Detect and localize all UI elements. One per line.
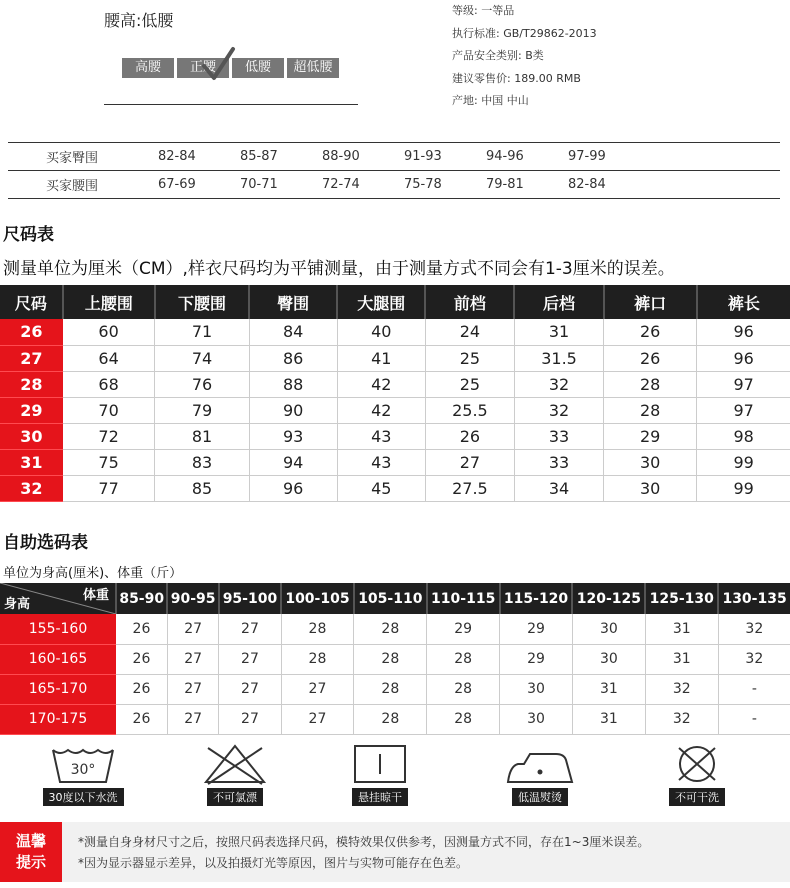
measure-cell: 40 xyxy=(337,319,425,345)
size-row xyxy=(0,345,790,371)
no-dry-clean-icon xyxy=(662,742,732,786)
buyer-measurements xyxy=(8,142,780,199)
measure-cell: 24 xyxy=(425,319,514,345)
size-suggest-cell: 32 xyxy=(645,704,718,734)
weight-header: 90-95 xyxy=(167,583,218,614)
measure-cell: 98 xyxy=(697,423,790,449)
size-suggest-cell: 30 xyxy=(500,674,573,704)
size-suggest-cell: 27 xyxy=(167,674,218,704)
hang-dry-icon xyxy=(345,742,415,786)
measure-cell: 96 xyxy=(249,475,337,501)
self-help-row xyxy=(0,704,790,734)
size-suggest-cell: 30 xyxy=(572,644,645,674)
measure-cell: 43 xyxy=(337,449,425,475)
size-suggest-cell: 28 xyxy=(427,644,500,674)
care-wash xyxy=(28,742,138,806)
weight-header: 105-110 xyxy=(354,583,427,614)
measure-cell: 83 xyxy=(155,449,249,475)
size-row xyxy=(0,397,790,423)
measure-cell: 25.5 xyxy=(425,397,514,423)
spec-safety-class: 产品安全类别: B类 xyxy=(452,49,544,62)
weight-header: 85-90 xyxy=(116,583,167,614)
header-hip: 臀围 xyxy=(249,285,337,319)
size-chart-title: 尺码表 xyxy=(3,225,54,245)
care-bleach xyxy=(190,742,280,806)
header-back-rise: 后档 xyxy=(514,285,603,319)
buyer-cell: 85-87 xyxy=(240,149,278,164)
size-cell: 30 xyxy=(0,423,63,449)
measure-cell: 60 xyxy=(63,319,155,345)
measure-cell: 41 xyxy=(337,345,425,371)
size-suggest-cell: 29 xyxy=(500,614,573,644)
size-suggest-cell: 31 xyxy=(645,614,718,644)
measure-cell: 71 xyxy=(155,319,249,345)
care-label: 不可干洗 xyxy=(669,788,725,806)
measure-cell: 43 xyxy=(337,423,425,449)
measure-cell: 75 xyxy=(63,449,155,475)
measure-cell: 32 xyxy=(514,397,603,423)
size-suggest-cell: 32 xyxy=(645,674,718,704)
buyer-cell: 94-96 xyxy=(486,149,524,164)
buyer-cell: 72-74 xyxy=(322,177,360,192)
measure-cell: 74 xyxy=(155,345,249,371)
size-suggest-cell: 30 xyxy=(500,704,573,734)
measure-cell: 26 xyxy=(425,423,514,449)
height-cell: 170-175 xyxy=(0,704,116,734)
measure-cell: 27.5 xyxy=(425,475,514,501)
buyer-cell: 82-84 xyxy=(568,177,606,192)
size-row xyxy=(0,449,790,475)
size-suggest-cell: 31 xyxy=(645,644,718,674)
size-suggest-cell: 31 xyxy=(572,674,645,704)
measure-cell: 32 xyxy=(514,371,603,397)
header-front-rise: 前档 xyxy=(425,285,514,319)
measure-cell: 90 xyxy=(249,397,337,423)
care-label: 悬挂晾干 xyxy=(352,788,408,806)
corner-height-label: 身高 xyxy=(4,597,31,612)
care-label: 30度以下水洗 xyxy=(43,788,124,806)
measure-cell: 27 xyxy=(425,449,514,475)
weight-header: 110-115 xyxy=(427,583,500,614)
header-thigh: 大腿围 xyxy=(337,285,425,319)
measure-cell: 68 xyxy=(63,371,155,397)
size-suggest-cell: 30 xyxy=(572,614,645,644)
size-row xyxy=(0,475,790,501)
size-suggest-cell: 28 xyxy=(354,644,427,674)
buyer-cell: 82-84 xyxy=(158,149,196,164)
tip-line: *测量自身身材尺寸之后，按照尺码表选择尺码，模特效果仅供参考，因测量方式不同，存在1~3厘米误差。 xyxy=(78,835,650,849)
measure-cell: 99 xyxy=(697,475,790,501)
size-suggest-cell: 27 xyxy=(281,674,354,704)
tip-badge-line: 温馨 xyxy=(15,832,46,850)
measure-cell: 96 xyxy=(697,319,790,345)
header-leg-opening: 裤口 xyxy=(604,285,697,319)
size-suggest-cell: 32 xyxy=(718,644,790,674)
size-suggest-cell: 27 xyxy=(167,614,218,644)
header-upper-waist: 上腰围 xyxy=(63,285,155,319)
size-cell: 26 xyxy=(0,319,63,345)
divider xyxy=(8,198,780,199)
size-suggest-cell: 28 xyxy=(354,674,427,704)
size-suggest-cell: 26 xyxy=(116,644,167,674)
size-cell: 27 xyxy=(0,345,63,371)
measure-cell: 28 xyxy=(604,371,697,397)
warm-tip xyxy=(0,822,790,882)
size-table xyxy=(0,285,790,502)
self-help-title: 自助选码表 xyxy=(3,533,88,553)
weight-header: 100-105 xyxy=(281,583,354,614)
measure-cell: 84 xyxy=(249,319,337,345)
size-suggest-cell: 27 xyxy=(219,614,281,644)
low-iron-icon xyxy=(500,742,580,786)
weight-header: 125-130 xyxy=(645,583,718,614)
measure-cell: 88 xyxy=(249,371,337,397)
care-instructions xyxy=(0,742,790,812)
measure-cell: 31.5 xyxy=(514,345,603,371)
measure-cell: 72 xyxy=(63,423,155,449)
checkmark-icon xyxy=(200,46,236,82)
measure-cell: 28 xyxy=(604,397,697,423)
size-table-header xyxy=(0,285,790,319)
height-cell: 165-170 xyxy=(0,674,116,704)
buyer-cell: 75-78 xyxy=(404,177,442,192)
self-help-table xyxy=(0,583,790,735)
size-suggest-cell: 27 xyxy=(219,704,281,734)
weight-header: 115-120 xyxy=(500,583,573,614)
size-suggest-cell: 28 xyxy=(354,614,427,644)
header-length: 裤长 xyxy=(697,285,790,319)
spec-price: 建议零售价: 189.00 RMB xyxy=(452,71,581,85)
size-suggest-cell: - xyxy=(718,674,790,704)
wash-temp-label: 30° xyxy=(70,762,96,778)
measure-cell: 77 xyxy=(63,475,155,501)
measure-cell: 96 xyxy=(697,345,790,371)
weight-header: 120-125 xyxy=(572,583,645,614)
size-suggest-cell: 27 xyxy=(167,644,218,674)
measure-cell: 85 xyxy=(155,475,249,501)
buyer-cell: 97-99 xyxy=(568,149,606,164)
buyer-cell: 70-71 xyxy=(240,177,278,192)
size-cell: 28 xyxy=(0,371,63,397)
size-suggest-cell: 26 xyxy=(116,614,167,644)
care-iron xyxy=(490,742,590,806)
measure-cell: 99 xyxy=(697,449,790,475)
size-cell: 31 xyxy=(0,449,63,475)
measure-cell: 33 xyxy=(514,423,603,449)
size-suggest-cell: 28 xyxy=(427,704,500,734)
wash-30-icon xyxy=(48,742,118,786)
size-suggest-cell: 27 xyxy=(219,674,281,704)
self-help-row xyxy=(0,674,790,704)
waist-option-ultra-low: 超低腰 xyxy=(287,58,339,78)
measure-cell: 86 xyxy=(249,345,337,371)
size-chart-note: 测量单位为厘米（CM）,样衣尺码均为平铺测量，由于测量方式不同会有1-3厘米的误差。 xyxy=(3,259,675,279)
size-suggest-cell: 31 xyxy=(572,704,645,734)
measure-cell: 97 xyxy=(697,397,790,423)
size-suggest-cell: 27 xyxy=(219,644,281,674)
measure-cell: 26 xyxy=(604,319,697,345)
measure-cell: 97 xyxy=(697,371,790,397)
size-suggest-cell: 27 xyxy=(167,704,218,734)
buyer-cell: 91-93 xyxy=(404,149,442,164)
size-suggest-cell: 28 xyxy=(427,674,500,704)
measure-cell: 42 xyxy=(337,371,425,397)
measure-cell: 70 xyxy=(63,397,155,423)
waist-option-low: 低腰 xyxy=(232,58,284,78)
measure-cell: 93 xyxy=(249,423,337,449)
buyer-row-label: 买家臀围 xyxy=(46,151,99,166)
corner-weight-label: 体重 xyxy=(82,588,109,603)
tip-line: *因为显示器显示差异，以及拍摄灯光等原因，图片与实物可能存在色差。 xyxy=(78,856,469,870)
size-suggest-cell: 28 xyxy=(281,614,354,644)
care-label: 不可氯漂 xyxy=(207,788,263,806)
size-suggest-cell: 29 xyxy=(427,614,500,644)
self-help-row xyxy=(0,614,790,644)
measure-cell: 81 xyxy=(155,423,249,449)
buyer-waist-row xyxy=(8,171,780,198)
waist-option-high: 高腰 xyxy=(122,58,174,78)
weight-header: 130-135 xyxy=(718,583,790,614)
spec-grade: 等级: 一等品 xyxy=(452,4,515,17)
corner-cell xyxy=(0,583,116,614)
size-row xyxy=(0,423,790,449)
weight-header: 95-100 xyxy=(219,583,281,614)
size-suggest-cell: 26 xyxy=(116,674,167,704)
measure-cell: 79 xyxy=(155,397,249,423)
measure-cell: 26 xyxy=(604,345,697,371)
size-row xyxy=(0,319,790,345)
header-lower-waist: 下腰围 xyxy=(155,285,249,319)
spec-origin: 产地: 中国 中山 xyxy=(452,94,529,107)
care-label: 低温熨烫 xyxy=(512,788,568,806)
spec-standard: 执行标准: GB/T29862-2013 xyxy=(452,26,597,40)
size-suggest-cell: 29 xyxy=(500,644,573,674)
height-cell: 160-165 xyxy=(0,644,116,674)
measure-cell: 25 xyxy=(425,345,514,371)
height-cell: 155-160 xyxy=(0,614,116,644)
divider xyxy=(104,104,358,105)
buyer-cell: 67-69 xyxy=(158,177,196,192)
buyer-row-label: 买家腰围 xyxy=(46,179,99,194)
size-suggest-cell: 28 xyxy=(354,704,427,734)
size-suggest-cell: 27 xyxy=(281,704,354,734)
size-cell: 32 xyxy=(0,475,63,501)
measure-cell: 30 xyxy=(604,449,697,475)
header-size: 尺码 xyxy=(0,285,63,319)
measure-cell: 30 xyxy=(604,475,697,501)
care-dry-clean xyxy=(652,742,742,806)
buyer-hip-row xyxy=(8,143,780,170)
tip-badge-line: 提示 xyxy=(15,853,46,871)
measure-cell: 94 xyxy=(249,449,337,475)
product-spec xyxy=(452,0,597,113)
tip-badge xyxy=(0,822,62,882)
waist-option-regular: 正腰 xyxy=(177,58,229,78)
size-suggest-cell: 28 xyxy=(281,644,354,674)
measure-cell: 33 xyxy=(514,449,603,475)
self-help-header xyxy=(0,583,790,614)
buyer-cell: 88-90 xyxy=(322,149,360,164)
measure-cell: 25 xyxy=(425,371,514,397)
measure-cell: 64 xyxy=(63,345,155,371)
measure-cell: 29 xyxy=(604,423,697,449)
size-suggest-cell: - xyxy=(718,704,790,734)
no-bleach-icon xyxy=(200,742,270,786)
measure-cell: 34 xyxy=(514,475,603,501)
size-cell: 29 xyxy=(0,397,63,423)
size-suggest-cell: 32 xyxy=(718,614,790,644)
buyer-cell: 79-81 xyxy=(486,177,524,192)
measure-cell: 42 xyxy=(337,397,425,423)
size-row xyxy=(0,371,790,397)
measure-cell: 31 xyxy=(514,319,603,345)
waist-height-title: 腰高:低腰 xyxy=(104,11,174,30)
self-help-note: 单位为身高(厘米)、体重（斤） xyxy=(3,566,183,581)
self-help-row xyxy=(0,644,790,674)
measure-cell: 45 xyxy=(337,475,425,501)
measure-cell: 76 xyxy=(155,371,249,397)
tip-text xyxy=(78,832,649,874)
care-hang-dry xyxy=(335,742,425,806)
size-suggest-cell: 26 xyxy=(116,704,167,734)
